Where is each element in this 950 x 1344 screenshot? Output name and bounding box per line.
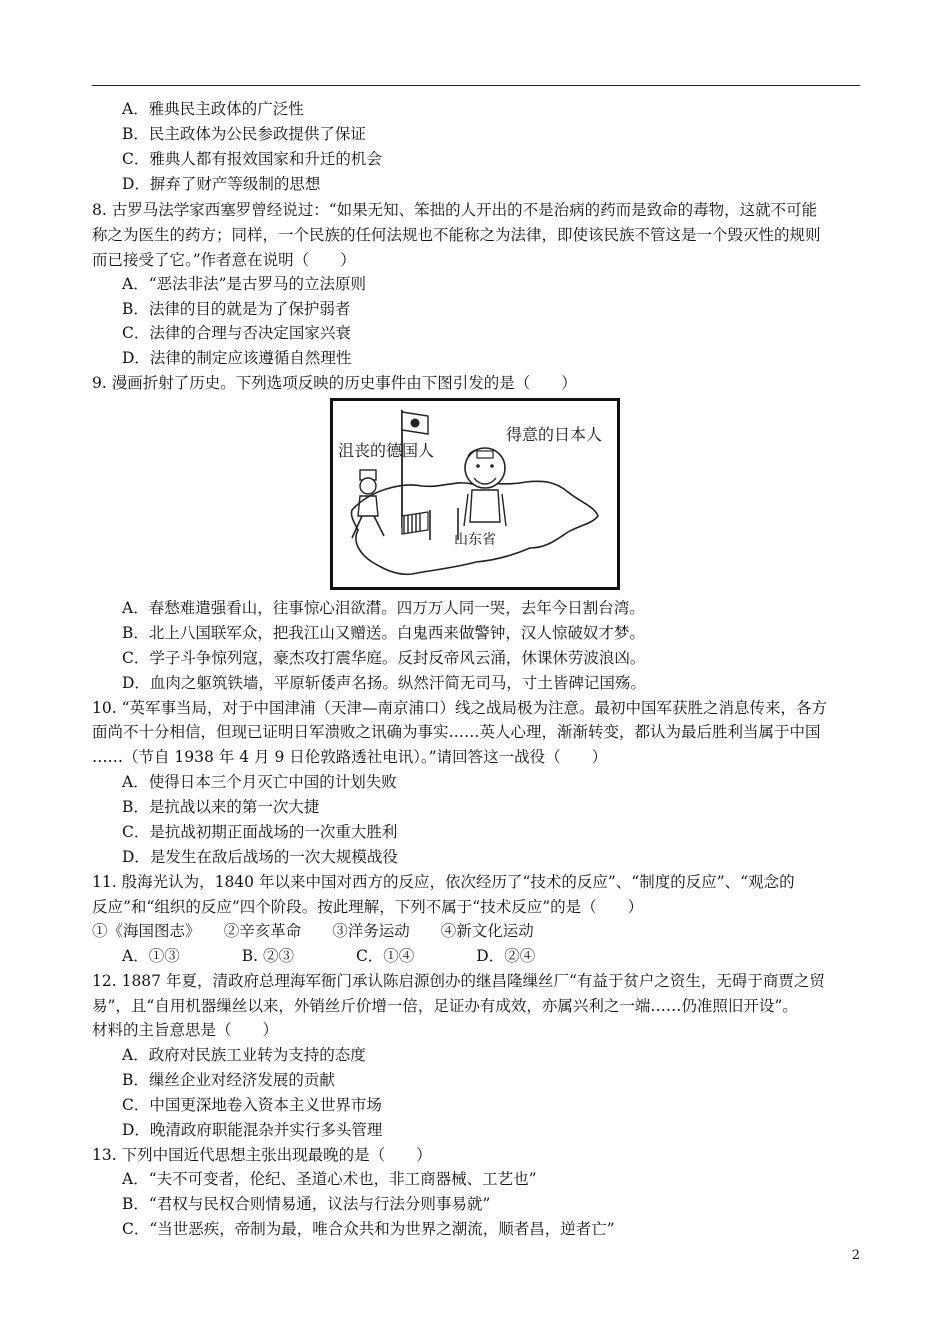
q7-option-b: B．民主政体为公民参政提供了保证	[122, 125, 366, 143]
q11-stem-line-1: 11. 殷海光认为，1840 年以来中国对西方的反应，依次经历了“技术的反应”、“制度的反应”、“观念的	[92, 873, 795, 891]
q12-stem-line-3: 材料的主旨意思是（ ）	[92, 1021, 279, 1039]
q9-option-c: C．学子斗争惊列寇，豪杰攻打震华庭。反封反帝风云涌，休课休劳波浪凶。	[122, 649, 646, 667]
label-german: 沮丧的德国人	[338, 441, 435, 460]
q8-option-a: A．“恶法非法”是古罗马的立法原则	[122, 275, 367, 293]
q10-option-b: B．是抗战以来的第一次大捷	[122, 798, 320, 816]
q7-option-c: C．雅典人都有报效国家和升迁的机会	[122, 150, 382, 168]
q10-stem-line-1: 10. “英军事当局，对于中国津浦（天津—南京浦口）线之战局极为注意。最初中国军获胜之消息传来，各方	[92, 699, 828, 717]
q7-option-a: A．雅典民主政体的广泛性	[122, 100, 304, 118]
page-number: 2	[851, 1248, 860, 1263]
q10-option-c: C．是抗战初期正面战场的一次重大胜利	[122, 823, 398, 841]
q10-stem-line-2: 面尚不十分相信，但现已证明日军溃败之讯确为事实……英人心理，渐渐转变，都认为最后胜利当属于中国	[92, 723, 821, 741]
q10-option-a: A．使得日本三个月灭亡中国的计划失败	[122, 773, 397, 791]
q9-option-b: B．北上八国联军众，把我江山又赠送。白鬼西来做警钟，汉人惊破奴才梦。	[122, 624, 645, 642]
q9-option-a: A．春愁难遣强看山，往事惊心泪欲潸。四万万人同一哭，去年今日割台湾。	[122, 599, 645, 617]
cartoon-image	[330, 398, 620, 590]
q13-stem: 13. 下列中国近代思想主张出现最晚的是（ ）	[92, 1146, 432, 1164]
q7-option-d: D．摒弃了财产等级制的思想	[122, 175, 321, 193]
q12-option-d: D．晚清政府职能混杂并实行多头管理	[122, 1121, 383, 1139]
q8-option-c: C．法律的合理与否决定国家兴衰	[122, 324, 351, 342]
german-flag-icon	[402, 512, 428, 534]
q8-stem-line-3: 而已接受了它。”作者意在说明（ ）	[92, 251, 356, 269]
q13-option-a: A．“夫不可变者，伦纪、圣道心术也，非工商器械、工艺也”	[122, 1170, 537, 1188]
q8-stem-line-2: 称之为医生的药方；同样，一个民族的任何法规也不能称之为法律，即使该民族不管这是一个毁灭性的规则	[92, 226, 821, 244]
q11-stem-line-2: 反应”和“组织的反应”四个阶段。按此理解，下列不属于“技术反应”的是（ ）	[92, 898, 644, 916]
q12-option-a: A．政府对民族工业转为支持的态度	[122, 1046, 366, 1064]
q11-options: A．①③ B. ②③ C．①④ D．②④	[122, 947, 536, 965]
q11-items: ①《海国图志》 ②辛亥革命 ③洋务运动 ④新文化运动	[92, 922, 534, 940]
q9-option-d: D．血肉之躯筑铁墙，平原斩倭声名扬。纵然汗简无司马，寸土皆碑记国殇。	[122, 674, 646, 692]
rising-sun-icon	[411, 419, 420, 428]
label-shandong: 山东省	[454, 532, 496, 548]
q8-stem-line-1: 8. 古罗马法学家西塞罗曾经说过：“如果无知、笨拙的人开出的不是治病的药而是致命的毒物，这就不可能	[92, 201, 818, 219]
q10-stem-line-3: ……（节自 1938 年 4 月 9 日伦敦路透社电讯）。”请回答这一战役（ ）	[92, 748, 608, 766]
header-rule	[92, 85, 860, 86]
q12-option-b: B．缫丝企业对经济发展的贡献	[122, 1071, 335, 1089]
q8-option-b: B．法律的目的就是为了保护弱者	[122, 300, 351, 318]
q13-option-c: C．“当世恶疾，帝制为最，唯合众共和为世界之潮流，顺者昌，逆者亡”	[122, 1220, 615, 1238]
q13-option-b: B．“君权与民权合则情易通，议法与行法分则事易就”	[122, 1195, 491, 1213]
q10-option-d: D．是发生在敌后战场的一次大规模战役	[122, 848, 398, 866]
q12-stem-line-1: 12. 1887 年夏，清政府总理海军衙门承认陈启源创办的继昌隆缫丝厂“有益于贫户之资生，无碍于商贾之贸	[92, 972, 825, 990]
q12-option-c: C．中国更深地卷入资本主义世界市场	[122, 1096, 382, 1114]
label-japanese: 得意的日本人	[506, 425, 603, 444]
q8-option-d: D．法律的制定应该遵循自然理性	[122, 349, 352, 367]
q9-stem: 9. 漫画折射了历史。下列选项反映的历史事件由下图引发的是（ ）	[92, 374, 577, 392]
q12-stem-line-2: 易”，且“自用机器缫丝以来，外销丝斤价增一倍，足证办有成效，亦属兴利之一端……仍准照旧开设”。	[92, 997, 798, 1015]
